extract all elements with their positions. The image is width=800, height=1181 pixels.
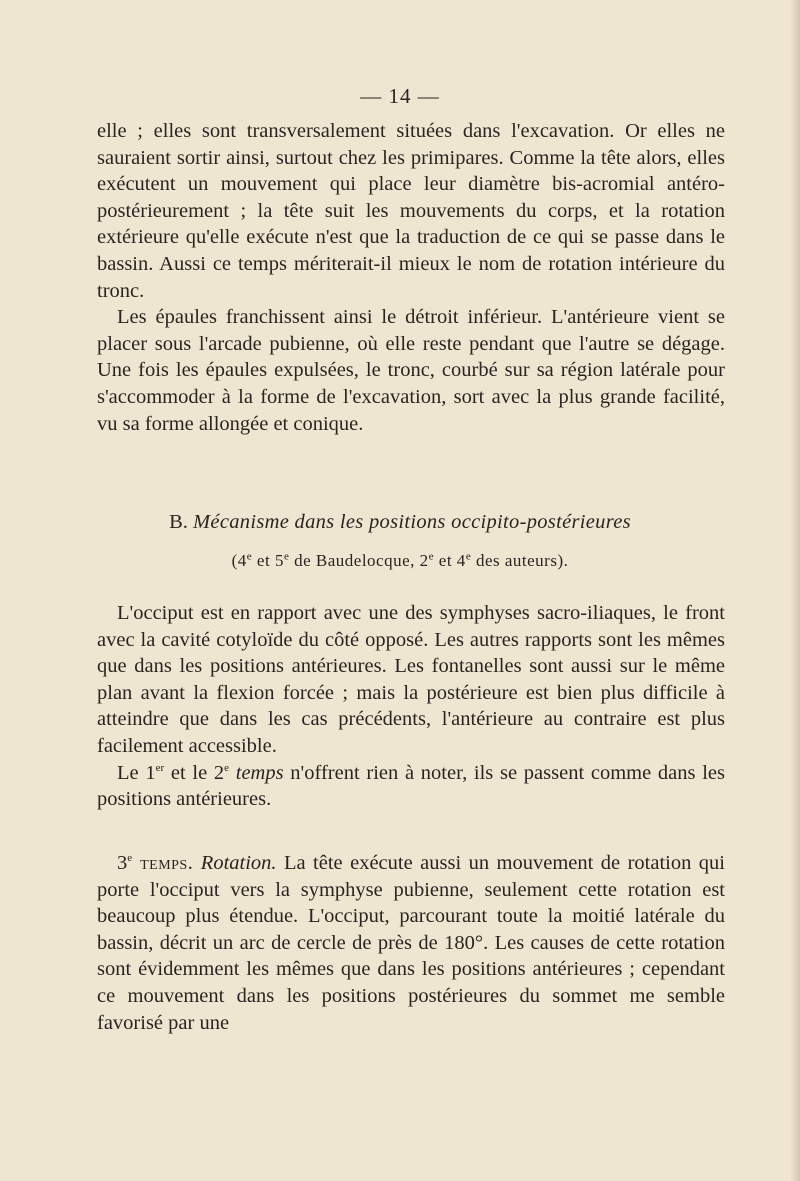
sub-sup: e (465, 550, 472, 563)
section-subheading (0, 551, 800, 571)
p4-num1: 1 (145, 761, 156, 784)
p4-sup1: er (155, 761, 165, 774)
section-title: Mécanisme dans les positions occipito-postérieures (193, 511, 631, 533)
paragraph-4 (97, 760, 725, 813)
paragraph-2: Les épaules franchissent ainsi le détroit inférieur. L'antérieure vient se placer sous l'arcade pubienne, où elle reste pendant que l'autre se dégage. Une fois les épaules expulsées, le tronc, courbé sur sa région latérale pour s'accommoder à la forme de l'excavation, sort avec la plus grande facilité, vu sa forme allongée et conique. (97, 306, 725, 435)
section-heading (0, 511, 800, 534)
p4-temps: temps (229, 761, 284, 784)
p5-text: La tête exécute aussi un mouvement de rotation qui porte l'occiput vers la symphyse pubienne, seulement cette rotation est beaucoup plus étendue. L'occiput, parcourant toute la moitié latérale du bassin, décrit un arc de cercle de près de 180°. Les causes de cette rotation sont évidemment les mêmes que dans les positions antérieures ; cependant ce mouvement dans les positions postérieures du sommet me semble favorisé par une (97, 852, 725, 1034)
p4-le: Le (117, 761, 146, 784)
sub-part: des auteurs). (471, 551, 569, 570)
p5-num: 3 (117, 852, 128, 874)
p5-sup: e (127, 852, 133, 865)
page-edge-shadow (790, 0, 800, 1181)
sub-sup: e (283, 550, 290, 563)
sub-part: et 5 (252, 551, 284, 570)
sub-sup: e (428, 550, 435, 563)
text-block-bottom (97, 850, 725, 1036)
text-block-top (97, 118, 725, 437)
sub-sup: e (246, 550, 253, 563)
p5-title: Rotation. (193, 852, 277, 874)
paragraph-5 (97, 850, 725, 1036)
p4-et: et le (164, 761, 214, 784)
sub-part: (4 (231, 551, 247, 570)
p4-sup2: e (224, 761, 230, 774)
p4-rest: n'offrent rien à noter, ils se passent comme dans les positions antérieures. (97, 761, 725, 811)
section-label: B. (169, 511, 188, 533)
paragraph-3: L'occiput est en rapport avec une des symphyses sacro-iliaques, le front avec la cavité cotyloïde du côté opposé. Les autres rapports sont les mêmes que dans les positions antérieures. Les fontanelles sont aussi sur le même plan avant la flexion forcée ; mais la postérieure est bien plus difficile à atteindre que dans les cas précédents, l'antérieure au contraire est plus facilement accessible. (97, 602, 725, 757)
page-number: — 14 — (360, 84, 440, 108)
paragraph-1: elle ; elles sont transversalement situées dans l'excavation. Or elles ne sauraient sortir ainsi, surtout chez les primipares. Comme la tête alors, elles exécutent un mouvement qui place leur diamètre bis-acromial antéro-postérieurement ; la tête suit les mouvements du corps, et la rotation extérieure qu'elle exécute n'est que la traduction de ce qui se passe dans le bassin. Aussi ce temps mériterait-il mieux le nom de rotation intérieure du tronc. (97, 120, 725, 302)
text-block-middle (97, 600, 725, 813)
sub-part: de Baudelocque, 2 (289, 551, 429, 570)
p4-num2: 2 (213, 761, 225, 784)
p5-temps-label: temps. (132, 852, 194, 874)
sub-part: et 4 (434, 551, 466, 570)
